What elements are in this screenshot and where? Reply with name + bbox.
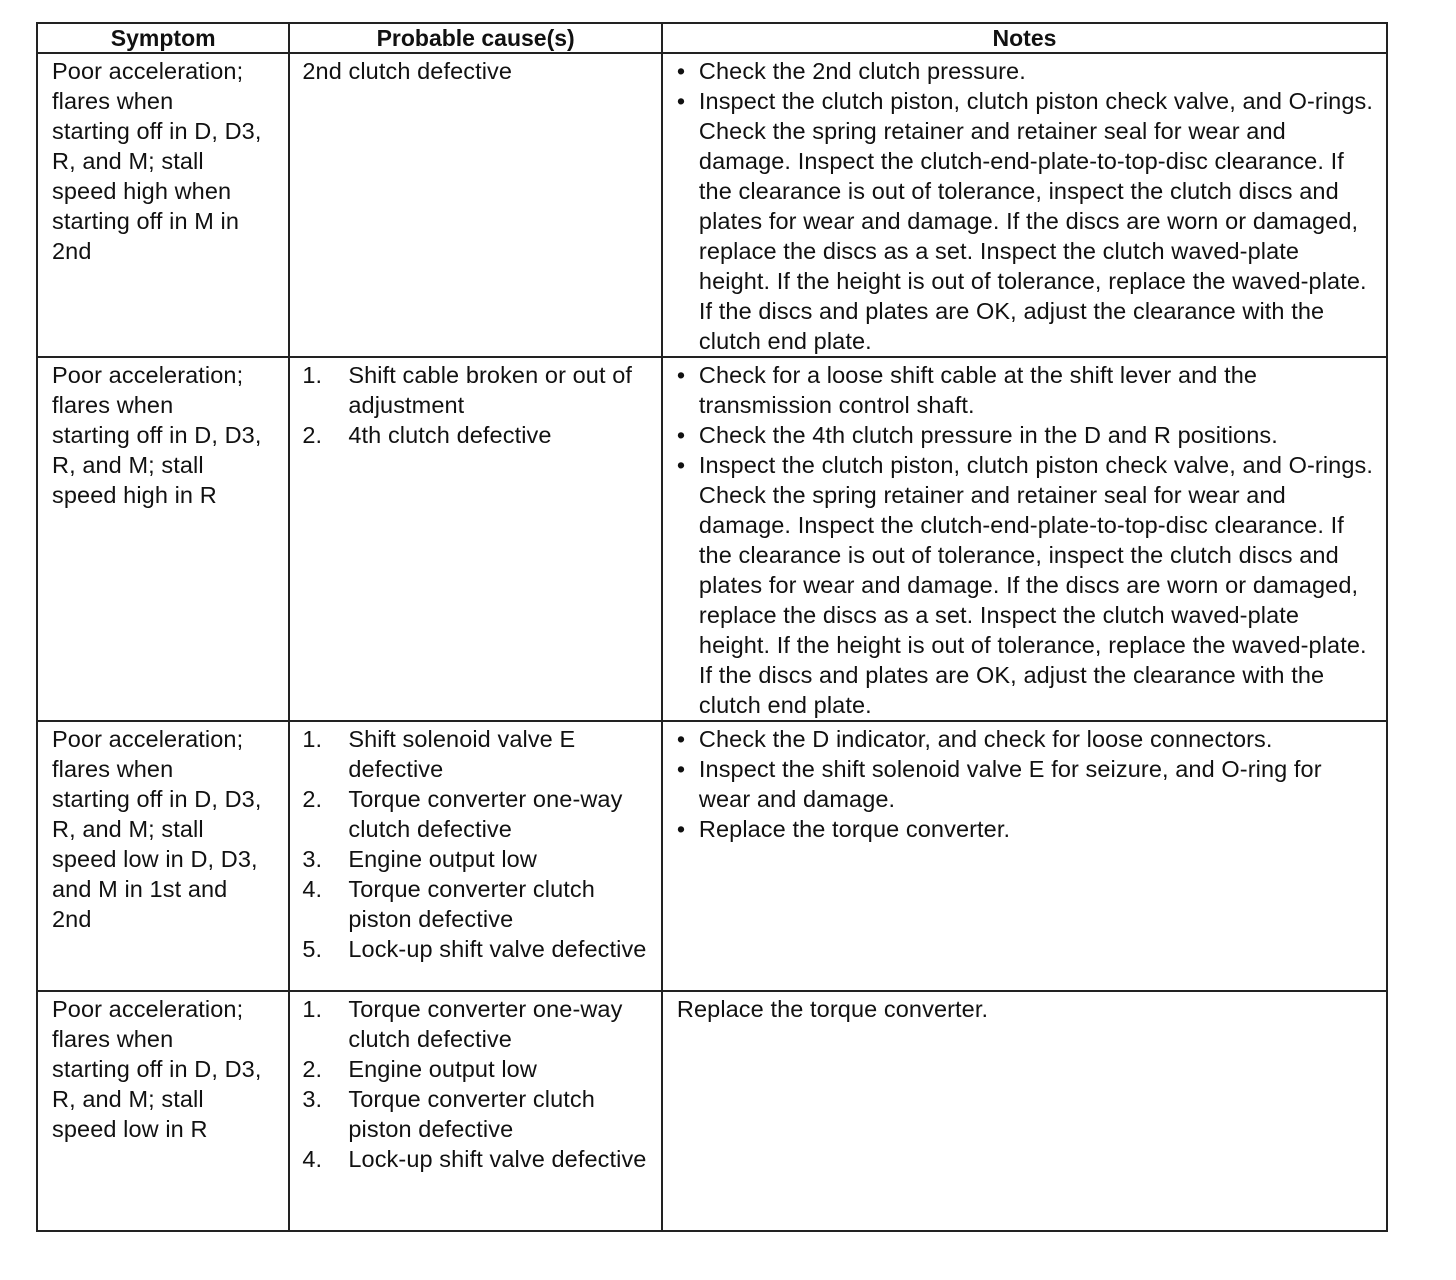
symptom-cell [37, 357, 289, 721]
troubleshooting-table [36, 22, 1388, 1232]
cause-number: 1. [302, 362, 323, 388]
notes-list [663, 358, 1386, 720]
cause-cell [289, 721, 662, 991]
note-text: Check the 4th clutch pressure in the D and R positions. [698, 422, 1278, 448]
cause-number: 5. [302, 936, 323, 962]
cause-item [302, 360, 653, 420]
note-text: Inspect the clutch piston, clutch piston check valve, and O-rings. Check the spring retainer and retainer seal for wear and damage. Inspect the clutch-end-plate-to-top-disc clearance. If the clearance is out of tolerance, inspect the clutch discs and plates for wear and damage. If the discs are worn or damaged, replace the discs as a set. Inspect the clutch waved-plate height. If the height is out of tolerance, replace the waved-plate. If the discs and plates are OK, adjust the clearance with the clutch end plate. [698, 452, 1373, 718]
note-item [677, 420, 1376, 450]
cause-text: 2nd clutch defective [302, 58, 513, 84]
cause-item [302, 1144, 653, 1174]
cause-text: Lock-up shift valve defective [348, 936, 647, 962]
cause-list [290, 722, 661, 964]
notes-cell [662, 991, 1387, 1231]
table-row [37, 721, 1387, 991]
cause-cell [289, 53, 662, 357]
note-item [677, 450, 1376, 720]
note-text: Check the D indicator, and check for loose connectors. [698, 726, 1273, 752]
cause-text: Shift solenoid valve E defective [348, 726, 576, 782]
symptom-cell [37, 991, 289, 1231]
notes-list [663, 722, 1386, 844]
table-row [37, 357, 1387, 721]
note-text: Replace the torque converter. [698, 816, 1011, 842]
cause-number: 4. [302, 1146, 323, 1172]
cause-item [302, 420, 653, 450]
bullet-icon: • [676, 58, 686, 84]
cause-text: Torque converter one-way clutch defective [348, 786, 623, 842]
symptom-cell [37, 53, 289, 357]
header-symptom: Symptom [37, 23, 289, 53]
bullet-icon: • [676, 362, 686, 388]
bullet-icon: • [676, 88, 686, 114]
bullet-icon: • [676, 422, 686, 448]
cause-item [302, 724, 653, 784]
bullet-icon: • [676, 816, 686, 842]
cause-cell [289, 357, 662, 721]
cause-text: Torque converter clutch piston defective [348, 876, 595, 932]
symptom-cell [37, 721, 289, 991]
header-probable-cause: Probable cause(s) [289, 23, 662, 53]
notes-cell [662, 53, 1387, 357]
note-text: Inspect the shift solenoid valve E for seizure, and O-ring for wear and damage. [698, 756, 1322, 812]
note-item [677, 724, 1376, 754]
bullet-icon: • [676, 452, 686, 478]
bullet-icon: • [676, 726, 686, 752]
cause-text: Engine output low [348, 1056, 537, 1082]
cause-number: 4. [302, 876, 323, 902]
cause-text: Torque converter clutch piston defective [348, 1086, 595, 1142]
cause-number: 3. [302, 846, 323, 872]
cause-item [302, 784, 653, 844]
notes-list [663, 54, 1386, 356]
cause-number: 1. [302, 726, 323, 752]
notes-cell [662, 721, 1387, 991]
bullet-icon: • [676, 756, 686, 782]
cause-number: 1. [302, 996, 323, 1022]
cause-text: Engine output low [348, 846, 537, 872]
cause-item [302, 874, 653, 934]
cause-list [290, 358, 661, 450]
note-item [677, 56, 1376, 86]
symptom-text: Poor acceleration; flares when starting off in D, D3, R, and M; stall speed low in D, D3, and M in 1st and 2nd [52, 726, 262, 932]
note-item [677, 360, 1376, 420]
table-row [37, 991, 1387, 1231]
cause-item [302, 1054, 653, 1084]
cause-number: 3. [302, 1086, 323, 1112]
note-item [677, 814, 1376, 844]
cause-number: 2. [302, 1056, 323, 1082]
note-text: Inspect the clutch piston, clutch piston check valve, and O-rings. Check the spring retainer and retainer seal for wear and damage. Inspect the clutch-end-plate-to-top-disc clearance. If the clearance is out of tolerance, inspect the clutch discs and plates for wear and damage. If the discs are worn or damaged, replace the discs as a set. Inspect the clutch waved-plate height. If the height is out of tolerance, replace the waved-plate. If the discs and plates are OK, adjust the clearance with the clutch end plate. [698, 88, 1373, 354]
cause-cell [289, 991, 662, 1231]
note-text: Check for a loose shift cable at the shift lever and the transmission control shaft. [698, 362, 1258, 418]
cause-number: 2. [302, 786, 323, 812]
notes-cell [662, 357, 1387, 721]
note-text: Check the 2nd clutch pressure. [698, 58, 1026, 84]
cause-text: Shift cable broken or out of adjustment [348, 362, 633, 418]
cause-number: 2. [302, 422, 323, 448]
header-notes: Notes [662, 23, 1387, 53]
symptom-text: Poor acceleration; flares when starting off in D, D3, R, and M; stall speed low in R [52, 996, 262, 1142]
cause-list [290, 992, 661, 1174]
cause-item [302, 934, 653, 964]
table-header-row [37, 23, 1387, 53]
note-text: Replace the torque converter. [676, 996, 989, 1022]
table-row [37, 53, 1387, 357]
cause-item [302, 844, 653, 874]
cause-item [302, 1084, 653, 1144]
cause-text: Lock-up shift valve defective [348, 1146, 647, 1172]
cause-item [302, 994, 653, 1054]
symptom-text: Poor acceleration; flares when starting off in D, D3, R, and M; stall speed high in R [52, 362, 262, 508]
cause-text: Torque converter one-way clutch defective [348, 996, 623, 1052]
note-item [677, 86, 1376, 356]
symptom-text: Poor acceleration; flares when starting off in D, D3, R, and M; stall speed high when starting off in M in 2nd [52, 58, 262, 264]
cause-text: 4th clutch defective [348, 422, 552, 448]
note-item [677, 754, 1376, 814]
